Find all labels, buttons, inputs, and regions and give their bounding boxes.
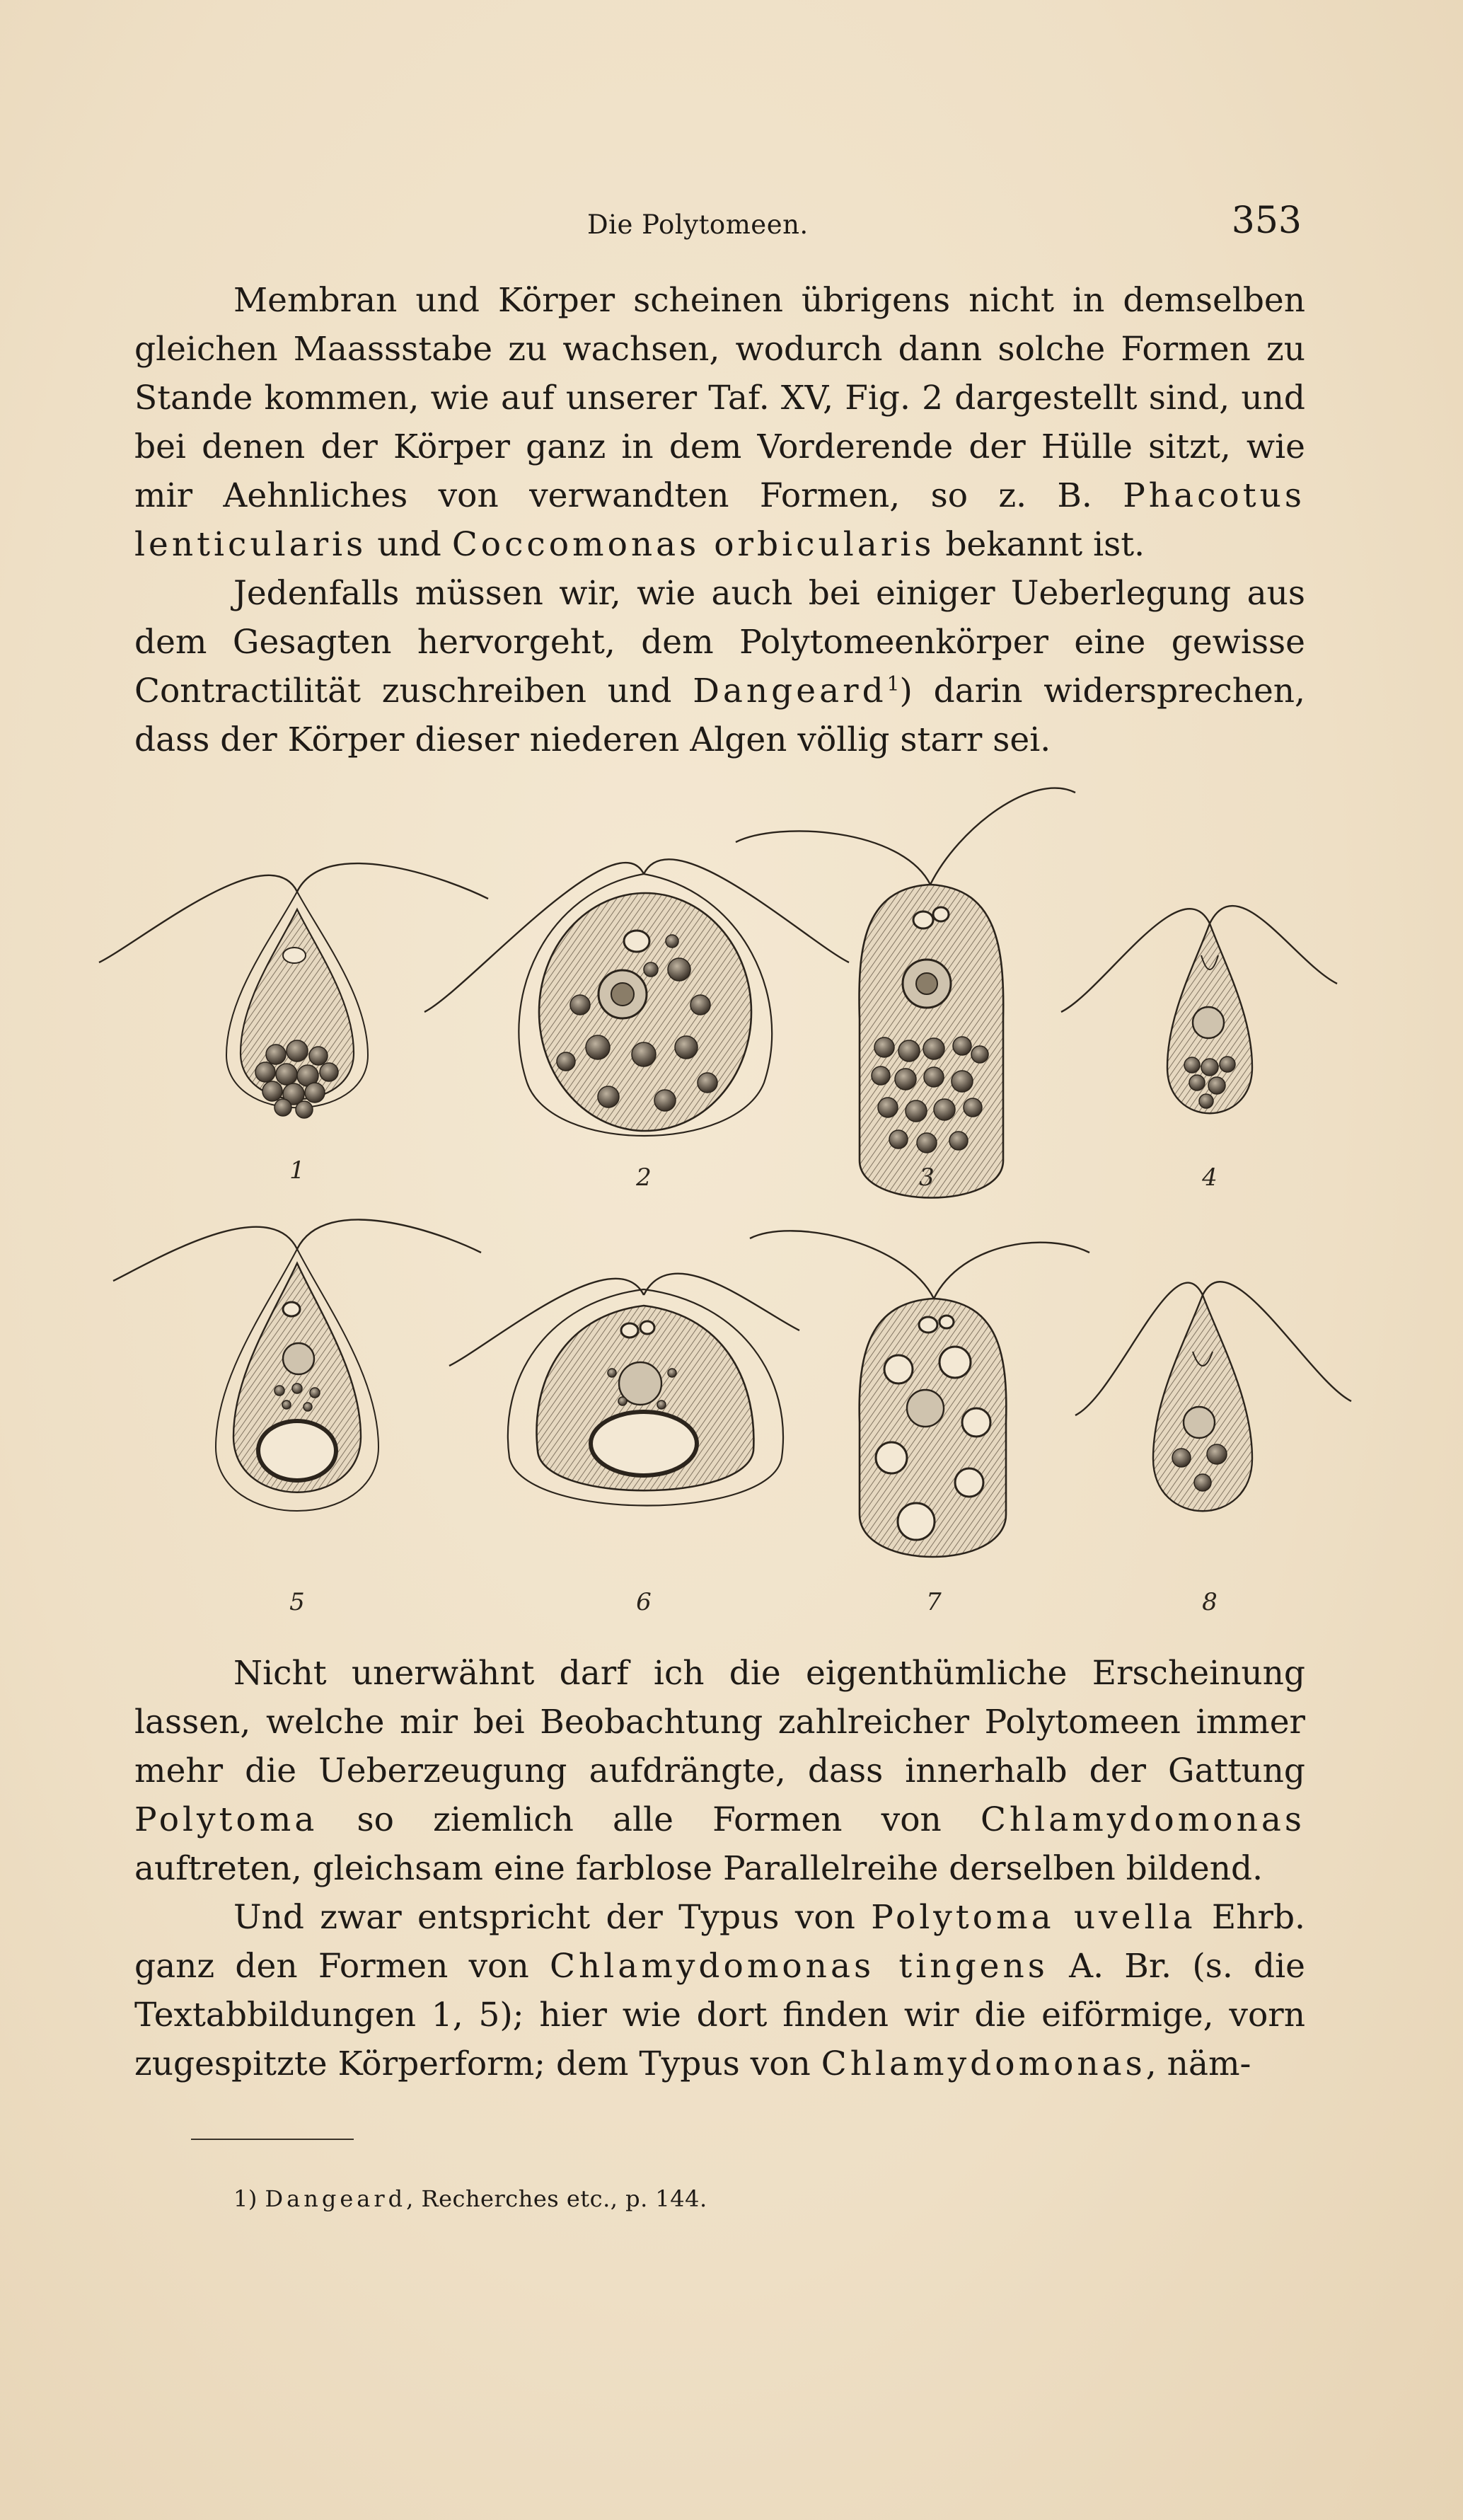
granule <box>872 1066 890 1085</box>
nucleus <box>1193 1007 1224 1038</box>
text-run: Ehrb. ganz den Formen von <box>134 1898 1305 1986</box>
figure-label-7: 7 <box>926 1588 942 1616</box>
flagellum <box>297 1219 481 1253</box>
granule <box>292 1383 302 1393</box>
granule <box>675 1036 698 1059</box>
figure-label-2: 2 <box>636 1163 652 1192</box>
cell-body <box>539 893 751 1131</box>
granule <box>570 995 590 1015</box>
text-block-bottom <box>134 1649 1305 2088</box>
granule <box>608 1369 616 1377</box>
granule <box>898 1040 920 1061</box>
granule <box>282 1400 291 1409</box>
vacuole <box>939 1316 954 1328</box>
flagellum <box>930 788 1075 885</box>
vacuole <box>939 1347 971 1378</box>
vacuole <box>591 1412 697 1475</box>
granule <box>952 1071 973 1092</box>
text-run: Phacotus lenticularis <box>134 476 1305 564</box>
text-run: Chlamydomonas <box>821 2044 1146 2083</box>
text-run: bekannt ist. <box>935 525 1145 564</box>
footnote-text: , Recherches etc., p. 144. <box>406 2185 707 2212</box>
text-run: Membran und Körper scheinen übrigens nicht in demselben gleichen Maassstabe zu wachsen, wodurch dann solche Formen zu Stande kommen, wie auf unserer Taf. XV, Fig. 2 dargestellt sind, und bei denen der Körper ganz in dem Vorderende der Hülle sitzt, wie mir Aehnliches von verwandten Formen, so z. B. <box>134 281 1305 515</box>
text-run: Dangeard <box>693 672 887 710</box>
text-run: Coccomonas orbicularis <box>451 525 935 564</box>
text-run: A. Br. (s. die Textabbildungen 1, 5); hier wie dort finden wir die eiförmige, vorn zugespitzte Körperform; dem Typus von <box>134 1947 1305 2083</box>
granule <box>320 1063 338 1081</box>
granule <box>310 1388 320 1398</box>
granule <box>971 1046 988 1063</box>
text-run: Jedenfalls müssen wir, wie auch bei einiger Ueberlegung aus dem Gesagten hervorgeht, dem Polytomeenkörper eine gewisse Contractilität zuschreiben und <box>134 574 1305 710</box>
flagellum <box>934 1243 1089 1299</box>
granule <box>889 1130 908 1149</box>
nucleolus <box>916 973 937 994</box>
granule <box>274 1386 284 1396</box>
granule <box>644 962 658 977</box>
granule <box>296 1101 313 1118</box>
granule <box>1189 1075 1205 1091</box>
granule <box>690 995 710 1015</box>
granule <box>618 1397 627 1405</box>
vacuole <box>258 1421 336 1480</box>
text-run: so ziemlich alle Formen von <box>318 1800 981 1839</box>
page-header <box>134 200 1302 249</box>
text-run: Polytoma <box>134 1800 318 1839</box>
figure-label-1: 1 <box>289 1156 305 1185</box>
page-number: 353 <box>1231 200 1302 242</box>
flagellum <box>736 831 930 885</box>
text-run: Chlamydomonas tingens <box>550 1947 1048 1986</box>
granule <box>1208 1077 1225 1094</box>
granule <box>964 1098 982 1117</box>
vacuole <box>933 907 949 921</box>
vacuole <box>876 1442 907 1473</box>
granule <box>923 1038 944 1059</box>
granule <box>668 958 690 981</box>
figure-label-6: 6 <box>636 1588 652 1616</box>
granule <box>953 1037 971 1055</box>
granule <box>1184 1057 1200 1073</box>
granule <box>276 1064 297 1085</box>
granule <box>1194 1474 1211 1491</box>
granule <box>274 1099 291 1116</box>
granule <box>305 1083 325 1103</box>
vacuole <box>913 911 933 928</box>
text-run: Polytoma uvella <box>871 1898 1196 1937</box>
granule <box>666 935 678 948</box>
nucleus <box>283 1343 314 1374</box>
figure-label-4: 4 <box>1202 1163 1218 1192</box>
vacuole <box>884 1355 913 1383</box>
granule <box>255 1062 275 1082</box>
flagellum <box>750 1231 934 1299</box>
granule <box>917 1133 937 1153</box>
flagellum <box>113 1227 297 1281</box>
text-run: Chlamydomonas <box>980 1800 1305 1839</box>
granule <box>895 1069 916 1090</box>
granule <box>934 1099 955 1120</box>
paragraph <box>134 1893 1305 2088</box>
vacuole <box>955 1468 983 1497</box>
text-block-top <box>134 276 1305 764</box>
granule <box>949 1132 968 1150</box>
granule <box>266 1045 286 1064</box>
paragraph <box>134 1649 1305 1893</box>
text-run: Nicht unerwähnt darf ich die eigenthümliche Erscheinung lassen, welche mir bei Beobachtung zahlreicher Polytomeen immer mehr die Ueberzeugung aufdrängte, dass innerhalb der Gattung <box>134 1654 1305 1790</box>
granule <box>668 1369 676 1377</box>
granule <box>698 1073 717 1093</box>
text-run: , näm- <box>1145 2044 1251 2083</box>
granule <box>657 1400 666 1409</box>
granule <box>654 1090 676 1111</box>
granule <box>586 1035 610 1059</box>
figure-label-5: 5 <box>289 1588 305 1616</box>
running-head: Die Polytomeen. <box>587 209 809 240</box>
polytoma-illustrations <box>85 786 1358 1635</box>
vacuole <box>283 1302 300 1316</box>
footnote-marker: 1) <box>233 2185 258 2212</box>
nucleus <box>907 1390 944 1427</box>
nucleus <box>1184 1407 1215 1438</box>
vacuole <box>962 1408 990 1437</box>
vacuole <box>898 1503 935 1540</box>
granule <box>1220 1057 1235 1072</box>
granule <box>598 1086 619 1107</box>
nucleolus <box>611 983 634 1006</box>
footnote-rule <box>191 2139 354 2140</box>
granule <box>309 1047 328 1065</box>
granule <box>878 1098 898 1117</box>
text-run: ) darin widersprechen, dass der Körper dieser niederen Algen völlig starr sei. <box>134 672 1305 759</box>
granule <box>1201 1059 1218 1076</box>
granule <box>557 1052 575 1071</box>
figure-label-3: 3 <box>919 1163 935 1192</box>
footnote-ref: 1 <box>886 672 900 696</box>
granule <box>1207 1444 1227 1464</box>
vacuole <box>624 931 649 952</box>
granule <box>262 1081 282 1101</box>
granule <box>1172 1449 1191 1467</box>
paragraph <box>134 569 1305 764</box>
footnote-author: Dangeard <box>265 2185 407 2212</box>
granule <box>303 1403 312 1411</box>
vacuole <box>640 1321 654 1334</box>
vacuole <box>621 1323 638 1337</box>
figure-plate <box>85 786 1358 1635</box>
granule <box>1199 1094 1213 1108</box>
granule <box>906 1100 927 1122</box>
text-run: auftreten, gleichsam eine farblose Parallelreihe derselben bildend. <box>134 1849 1264 1888</box>
vacuole <box>919 1317 937 1333</box>
paragraph <box>134 276 1305 569</box>
flagellum <box>99 875 297 962</box>
text-run: Und zwar entspricht der Typus von <box>233 1898 872 1937</box>
vacuole <box>283 948 306 963</box>
granule <box>632 1042 656 1066</box>
flagellum <box>297 863 488 899</box>
text-run: und <box>366 525 452 564</box>
granule <box>924 1067 944 1087</box>
figure-label-8: 8 <box>1202 1588 1218 1616</box>
granule <box>287 1040 308 1061</box>
footnote <box>233 2185 707 2212</box>
granule <box>874 1037 894 1057</box>
